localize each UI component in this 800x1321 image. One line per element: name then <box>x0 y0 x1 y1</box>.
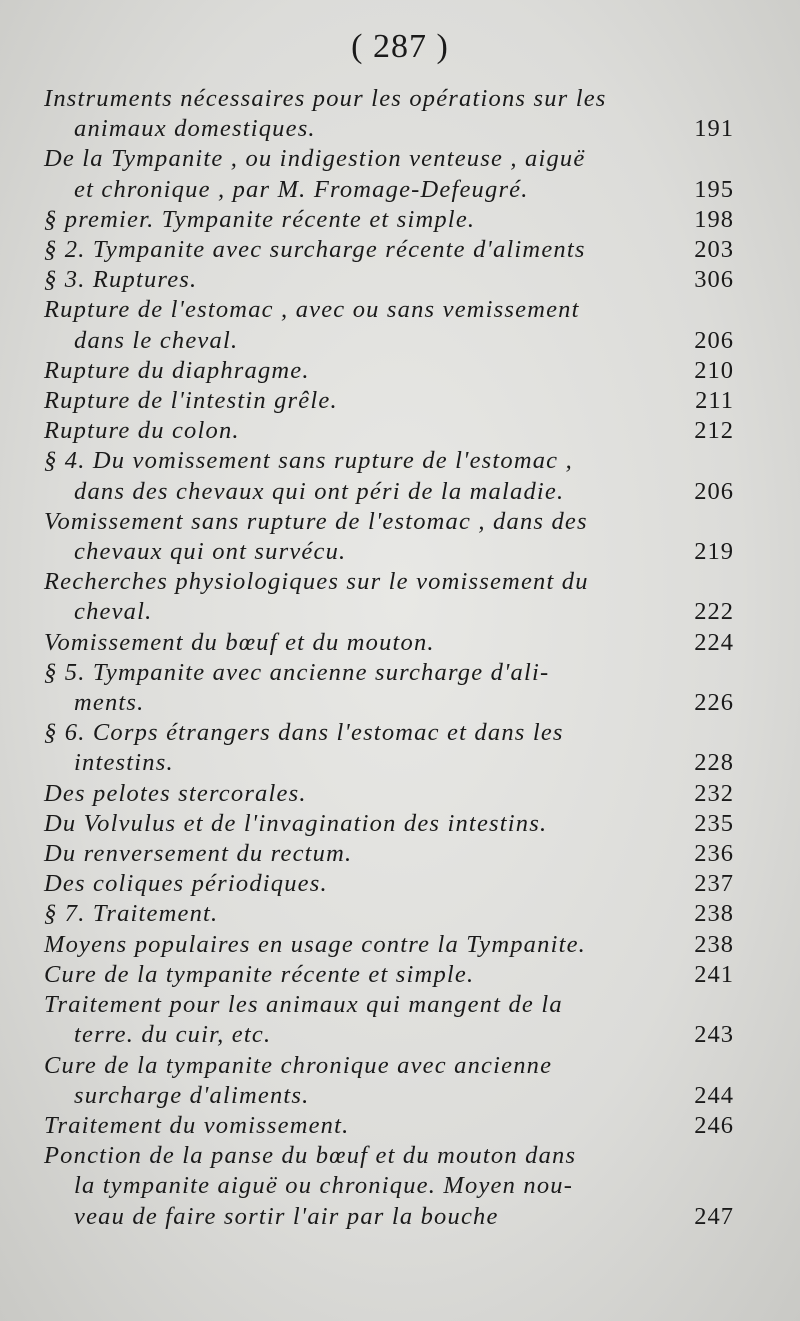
toc-line <box>44 688 734 718</box>
toc-entry <box>44 899 734 929</box>
toc-entry-text: Vomissement sans rupture de l'estomac , dans des <box>44 507 588 535</box>
toc-page-number: 206 <box>694 326 734 354</box>
toc-entry-text: Ponction de la panse du bœuf et du mouton dans <box>44 1142 577 1170</box>
toc-entry <box>44 960 734 990</box>
toc-entry-text: dans des chevaux qui ont péri de la maladie. <box>74 477 565 505</box>
toc-entry <box>44 416 734 446</box>
toc-entry-text: Cure de la tympanite chronique avec ancienne <box>44 1051 553 1079</box>
toc-page-number: 191 <box>694 115 734 143</box>
toc-entry <box>44 205 734 235</box>
toc-line <box>44 628 734 658</box>
toc-line <box>44 1111 734 1141</box>
toc-entry-text: chevaux qui ont survécu. <box>74 538 347 566</box>
toc-entry <box>44 930 734 960</box>
toc-page-number: 211 <box>695 387 734 415</box>
toc-page-number: 232 <box>694 779 734 807</box>
toc-entry-text: § 7. Traitement. <box>44 900 219 928</box>
toc-entry <box>44 144 734 204</box>
toc-line <box>44 416 734 446</box>
toc-line <box>44 748 734 778</box>
toc-entry <box>44 628 734 658</box>
toc-entry <box>44 265 734 295</box>
toc-entry <box>44 658 734 718</box>
toc-entry-text: Des pelotes stercorales. <box>44 779 307 807</box>
toc-entry-text: Instruments nécessaires pour les opérations sur les <box>44 85 607 112</box>
toc-entry-text: § 3. Ruptures. <box>44 266 198 294</box>
toc-page-number: 238 <box>694 930 734 958</box>
toc-entry <box>44 1141 734 1232</box>
toc-page-number: 224 <box>694 628 734 656</box>
toc-line <box>44 446 734 476</box>
toc-line <box>44 1171 734 1201</box>
toc-page-number: 219 <box>694 538 734 566</box>
toc-page-number: 238 <box>694 900 734 928</box>
toc-entry-text: Du Volvulus et de l'invagination des intestins. <box>44 809 548 837</box>
toc-line <box>44 658 734 688</box>
toc-line <box>44 839 734 869</box>
toc-line <box>44 205 734 235</box>
toc-page-number: 237 <box>694 870 734 898</box>
toc-line <box>44 144 734 174</box>
toc-line <box>44 84 734 114</box>
toc-page-number: 198 <box>694 205 734 233</box>
toc-line <box>44 960 734 990</box>
toc-entry-text: Moyens populaires en usage contre la Tympanite. <box>44 930 586 958</box>
toc-page-number: 246 <box>694 1111 734 1139</box>
toc-line <box>44 477 734 507</box>
toc-page-number: 244 <box>694 1081 734 1109</box>
toc-entry <box>44 718 734 778</box>
toc-page-number: 203 <box>694 236 734 264</box>
toc-line <box>44 1141 734 1171</box>
toc-entry-text: intestins. <box>74 749 174 777</box>
toc-line <box>44 265 734 295</box>
toc-entry <box>44 84 734 144</box>
toc-entry <box>44 235 734 265</box>
toc-entry-text: et chronique , par M. Fromage-Defeugré. <box>74 175 529 203</box>
toc-line <box>44 899 734 929</box>
toc-page-number: 236 <box>694 840 734 868</box>
toc-entry <box>44 779 734 809</box>
toc-entry <box>44 1111 734 1141</box>
toc-entry-text: § 6. Corps étrangers dans l'estomac et dans les <box>44 719 564 747</box>
toc-entry-text: terre. du cuir, etc. <box>74 1021 272 1049</box>
toc-entry-text: Traitement pour les animaux qui mangent de la <box>44 991 563 1019</box>
toc-entry-text: De la Tympanite , ou indigestion venteuse , aiguë <box>44 145 586 173</box>
toc-page-number: 243 <box>694 1021 734 1049</box>
toc-page-number: 206 <box>694 477 734 505</box>
toc-entry <box>44 446 734 506</box>
toc-line <box>44 779 734 809</box>
toc-line <box>44 1202 734 1232</box>
toc-entry-text: surcharge d'aliments. <box>74 1081 310 1109</box>
toc-line <box>44 718 734 748</box>
toc-line <box>44 326 734 356</box>
toc-entry-text: Traitement du vomissement. <box>44 1111 350 1139</box>
toc-entry <box>44 356 734 386</box>
toc-line <box>44 1081 734 1111</box>
toc-line <box>44 1020 734 1050</box>
toc-line <box>44 295 734 325</box>
toc-entry-text: § 4. Du vomissement sans rupture de l'estomac , <box>44 447 573 475</box>
toc-line <box>44 235 734 265</box>
toc-entry <box>44 1051 734 1111</box>
toc-entry-text: Des coliques périodiques. <box>44 870 328 898</box>
toc-entry-text: Rupture du colon. <box>44 417 240 445</box>
toc-entry-text: § 5. Tympanite avec ancienne surcharge d'ali- <box>44 658 550 686</box>
toc-line <box>44 1051 734 1081</box>
toc-page-number: 235 <box>694 809 734 837</box>
toc-entry <box>44 507 734 567</box>
toc-page-number: 247 <box>694 1202 734 1230</box>
toc-page-number: 210 <box>694 356 734 384</box>
toc-page-number: 212 <box>694 417 734 445</box>
toc-line <box>44 990 734 1020</box>
toc-page-number: 195 <box>694 175 734 203</box>
toc-page-number: 306 <box>694 266 734 294</box>
toc-entry-text: animaux domestiques. <box>74 115 316 143</box>
toc-entry-text: cheval. <box>74 598 153 626</box>
toc-entry-text: Vomissement du bœuf et du mouton. <box>44 628 435 656</box>
toc-line <box>44 114 734 144</box>
toc-page-number: 222 <box>694 598 734 626</box>
toc-line <box>44 597 734 627</box>
page-number: ( 287 ) <box>351 28 449 65</box>
toc-entry-text: § 2. Tympanite avec surcharge récente d'aliments <box>44 236 586 264</box>
toc-entry <box>44 869 734 899</box>
toc-entry <box>44 809 734 839</box>
toc-page-number: 228 <box>694 749 734 777</box>
toc-entry <box>44 386 734 416</box>
toc-entry-text: § premier. Tympanite récente et simple. <box>44 205 476 233</box>
toc-line <box>44 356 734 386</box>
toc-entry-text: Du renversement du rectum. <box>44 840 353 868</box>
toc-entry-text: ments. <box>74 689 145 717</box>
toc-line <box>44 567 734 597</box>
toc-page-number: 241 <box>694 960 734 988</box>
toc-entry-text: Recherches physiologiques sur le vomissement du <box>44 568 589 596</box>
toc-entry <box>44 990 734 1050</box>
toc-line <box>44 869 734 899</box>
toc-entry <box>44 567 734 627</box>
table-of-contents <box>44 84 734 1232</box>
toc-page-number: 226 <box>694 689 734 717</box>
toc-line <box>44 386 734 416</box>
toc-line <box>44 537 734 567</box>
toc-entry-text: la tympanite aiguë ou chronique. Moyen nou- <box>74 1172 574 1200</box>
toc-entry-text: veau de faire sortir l'air par la bouche <box>74 1202 499 1230</box>
toc-entry-text: Rupture de l'intestin grêle. <box>44 387 338 415</box>
toc-entry-text: Rupture du diaphragme. <box>44 356 310 384</box>
toc-entry-text: Rupture de l'estomac , avec ou sans vemissement <box>44 296 580 324</box>
toc-line <box>44 175 734 205</box>
toc-line <box>44 507 734 537</box>
toc-entry-text: dans le cheval. <box>74 326 239 354</box>
toc-line <box>44 930 734 960</box>
toc-line <box>44 809 734 839</box>
toc-entry <box>44 295 734 355</box>
toc-entry-text: Cure de la tympanite récente et simple. <box>44 960 475 988</box>
toc-entry <box>44 839 734 869</box>
